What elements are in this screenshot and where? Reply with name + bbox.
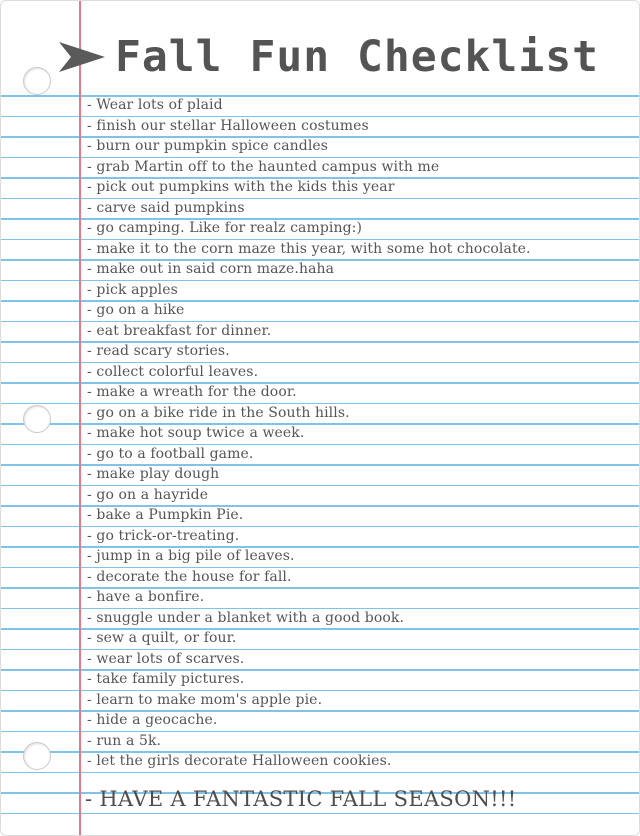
checklist-item: - carve said pumpkins <box>87 199 245 216</box>
closing-message: - HAVE A FANTASTIC FALL SEASON!!! <box>85 787 517 811</box>
checklist-item: - Wear lots of plaid <box>87 97 223 113</box>
checklist-item: - go to a football game. <box>87 445 254 462</box>
checklist-item: - take family pictures. <box>87 671 245 687</box>
binder-hole-icon <box>23 67 51 95</box>
rule-line <box>1 813 639 815</box>
checklist-item: - eat breakfast for dinner. <box>87 322 272 339</box>
checklist-item: - make play dough <box>87 466 220 482</box>
margin-line <box>79 1 81 835</box>
checklist-item: - hide a geocache. <box>87 712 218 728</box>
checklist-item: - grab Martin off to the haunted campus with me <box>87 158 440 175</box>
checklist-item: - read scary stories. <box>87 343 230 359</box>
page-title: Fall Fun Checklist <box>115 32 599 82</box>
checklist-item: - jump in a big pile of leaves. <box>87 548 295 564</box>
rule-line <box>1 772 639 774</box>
checklist-item: - go trick-or-treating. <box>87 527 240 544</box>
checklist-item: - learn to make mom's apple pie. <box>87 691 323 708</box>
checklist-item: - make out in said corn maze.haha <box>87 261 335 277</box>
checklist-item: - bake a Pumpkin Pie. <box>87 507 244 523</box>
checklist-item: - pick apples <box>87 281 178 298</box>
checklist-item: - go camping. Like for realz camping:) <box>87 220 363 236</box>
checklist-item: - run a 5k. <box>87 732 162 749</box>
binder-hole-icon <box>23 405 51 433</box>
checklist-item: - make hot soup twice a week. <box>87 425 305 441</box>
checklist-item: - pick out pumpkins with the kids this year <box>87 179 395 195</box>
checklist-item: - go on a bike ride in the South hills. <box>87 404 350 421</box>
checklist <box>87 95 531 772</box>
checklist-item: - have a bonfire. <box>87 589 205 605</box>
binder-hole-icon <box>23 742 51 770</box>
checklist-item: - collect colorful leaves. <box>87 363 259 380</box>
checklist-item: - let the girls decorate Halloween cookies. <box>87 753 392 769</box>
checklist-item: - snuggle under a blanket with a good book. <box>87 609 405 626</box>
checklist-item: - decorate the house for fall. <box>87 568 292 585</box>
checklist-item: - sew a quilt, or four. <box>87 630 237 646</box>
checklist-item: - burn our pumpkin spice candles <box>87 138 329 154</box>
checklist-item: - go on a hayride <box>87 486 209 503</box>
title-row <box>57 27 599 87</box>
checklist-item: - make a wreath for the door. <box>87 384 297 400</box>
checklist-item: - wear lots of scarves. <box>87 650 245 667</box>
arrow-right-icon <box>57 40 107 74</box>
checklist-item: - go on a hike <box>87 302 185 318</box>
checklist-item: - finish our stellar Halloween costumes <box>87 117 369 134</box>
checklist-item: - make it to the corn maze this year, with some hot chocolate. <box>87 240 531 257</box>
